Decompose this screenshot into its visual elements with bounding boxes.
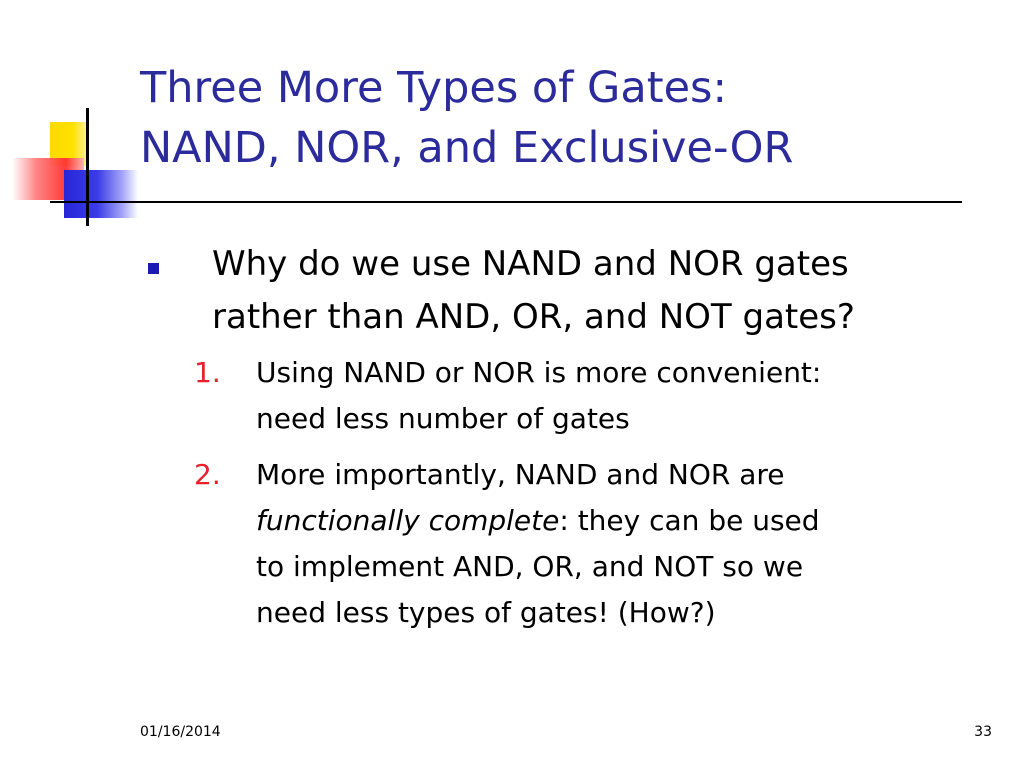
blue-square <box>64 170 138 218</box>
item-2-line-2 <box>256 498 1000 544</box>
numbered-list <box>140 350 1000 636</box>
footer-date: 01/16/2014 <box>140 724 221 740</box>
item-2-line-4: need less types of gates! (How?) <box>256 596 716 629</box>
item-1-line-1: Using NAND or NOR is more convenient: <box>256 356 822 389</box>
slide-title <box>140 58 1000 178</box>
title-line-2: NAND, NOR, and Exclusive-OR <box>140 123 794 173</box>
item-2-line-1: More importantly, NAND and NOR are <box>256 458 785 491</box>
yellow-square <box>50 122 88 166</box>
horizontal-rule <box>50 201 962 203</box>
square-bullet-icon <box>148 263 159 274</box>
item-2-line-2-rest: : they can be used <box>559 504 820 537</box>
list-item-text <box>256 350 1000 442</box>
title-line-1: Three More Types of Gates: <box>140 63 727 113</box>
vertical-rule <box>86 108 89 226</box>
bullet-line-2: rather than AND, OR, and NOT gates? <box>212 297 855 337</box>
list-number: 1. <box>194 356 221 389</box>
list-item-1 <box>140 350 1000 442</box>
slide-body <box>140 238 1000 646</box>
list-item-2 <box>140 452 1000 636</box>
red-square <box>12 158 84 200</box>
item-2-line-3: to implement AND, OR, and NOT so we <box>256 550 804 583</box>
page-number: 33 <box>974 724 992 740</box>
italic-term: functionally complete <box>256 504 560 537</box>
bullet-text <box>212 238 1000 344</box>
bullet-line-1: Why do we use NAND and NOR gates <box>212 244 849 284</box>
bullet-item <box>140 238 1000 344</box>
list-item-text <box>256 452 1000 636</box>
item-1-line-2: need less number of gates <box>256 402 630 435</box>
list-number: 2. <box>194 458 221 491</box>
